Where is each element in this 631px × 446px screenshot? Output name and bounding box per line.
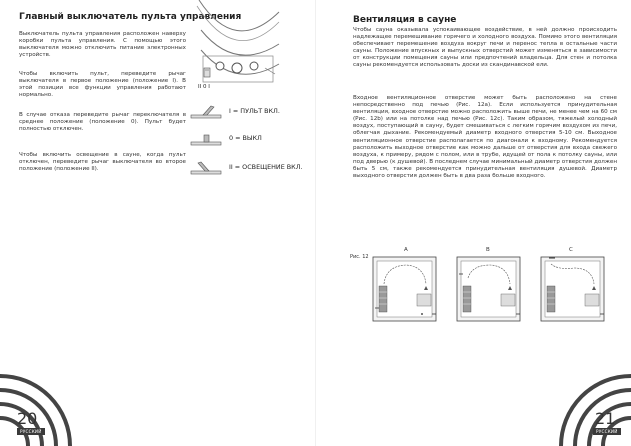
paragraph-ventilation-intro: Чтобы сауна оказывала успокаивающее воздействие, в ней должно происходить надлежащее перемешивание горячего и холодного воздуха. Помимо этого вентиляция обеспечивает перемешение воздуха вокруг печи и перенос тепла в остальные части сауны. Положение впускных и выпускных отверстий может изменяться в зависимости от конструкции помещения сауны или предпочтений владельца. Для стен и потолка сауны рекомендуется использовать доски из скандинавской ели. (353, 27, 617, 69)
control-panel-illustration (195, 0, 280, 95)
switch-position-0-icon (189, 130, 225, 148)
page-title-right: Вентиляция в сауне (353, 15, 457, 25)
paragraph-switch-off: В случае отказа переведите рычаг переключателя в среднее положение (положение 0). Пульт будет полностью отключен. (19, 112, 186, 133)
ventilation-diagram-b (456, 256, 521, 322)
ventilation-diagram-c (540, 256, 605, 322)
figure-caption: Рис. 12 (350, 254, 369, 260)
switch-label-light: II = ОСВЕЩЕНИЕ ВКЛ. (229, 163, 303, 171)
paragraph-switch-location: Выключатель пульта управления расположен наверху коробки пульта управления. С помощью этого выключателя можно отключить питание электронных устройств. (19, 31, 186, 59)
switch-markings: II 0 I (198, 84, 210, 90)
figure-label-c: C (569, 247, 573, 253)
page-number-left: 20 (17, 409, 38, 428)
page-number-right: 21 (595, 409, 616, 428)
left-page (0, 0, 315, 446)
paragraph-switch-light: Чтобы включить освещение в сауне, когда пульт отключен, переведите рычаг выключателя во второе положение (положение II). (19, 152, 186, 173)
paragraph-switch-on: Чтобы включить пульт, переведите рычаг выключателя в первое положение (положение I). В этой позиции все функции управления работают нормально. (19, 71, 186, 99)
switch-position-1-icon (189, 103, 225, 121)
switch-label-off: 0 = ВЫКЛ (229, 134, 262, 142)
ventilation-diagram-a (372, 256, 437, 322)
switch-label-on: I = ПУЛЬТ ВКЛ. (229, 107, 280, 115)
page-title-left: Главный выключатель пульта управления (19, 12, 242, 22)
paragraph-ventilation-details: Входное вентиляционное отверстие может быть расположено на стене непосредственно под печью (Рис. 12а). Если используется принудительная вентиляция, входное отверстие можно расположить выше печи, не менее чем на 60 см (Рис. 12b) или на потолке над печью (Рис. 12с). Таким образом, тяжелый холодный воздух, поступающий в сауну, будет смешиваться с легким горячим воздухом из печи, облегчая дыхание. Рекомендуемый диаметр входного отверстия 5-10 см. Выходное вентиляционное отверстие располагается по диагонали к входному. Рекомендуется расположить выходное отверстие как можно дальше от отверстия для входа свежего воздуха, к примеру, рядом с полом, или в трубе, идущей от пола к потолку сауны, или под дверью (к душевой). В последнем случае минимальный диаметр отверстия должен быть 5 см, также рекомендуется принудительная вентиляция душевой. Диаметр выходного отверстия должен быть в два раза больше входного. (353, 95, 617, 180)
figure-label-b: B (486, 247, 490, 253)
switch-position-2-icon (189, 159, 225, 177)
figure-label-a: A (404, 247, 408, 253)
language-badge-right: РУССКИЙ (593, 428, 621, 435)
language-badge-left: РУССКИЙ (17, 428, 45, 435)
right-page (316, 0, 631, 446)
